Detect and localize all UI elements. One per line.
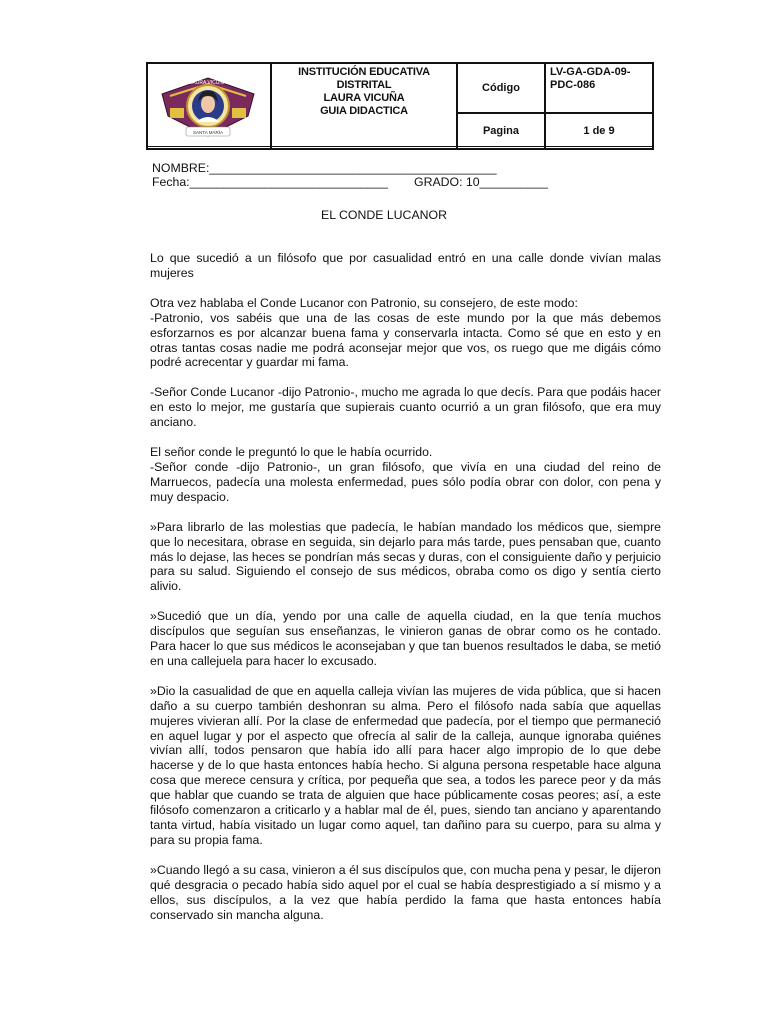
paragraph-7: »Dio la casualidad de que en aquella calleja vivían las mujeres de vida pública, que si hacen daño a su cuerpo también deshonran su alma. Pero el filósofo nada sabía que aquellas mujeres vivieran allí. Por la clase de enfermedad que padecía, por el tiempo que permaneció en aquel lugar y por el aspecto que ofrecía al salir de la calleja, aunque ignoraba quiénes vivían allí, todos pensaron que había ido allí para hacer algo impropio de lo que debe hacerse y de lo que hasta entonces había hecho. Si alguna persona respetable hace alguna cosa que merece censura y crítica, por pequeña que sea, a todos les parece peor y da más que hablar que cuando se trata de alguien que hace públicamente cosas peores; así, a este filósofo comenzaron a criticarlo y a hablar mal de él, pues, siendo tan anciano y aparentando tanta virtud, había visitado un lugar como aquel, tan dañino para su cuerpo, para su alma y para su propia fama. xyxy=(150,683,661,847)
paragraph-6: »Sucedió que un día, yendo por una calle de aquella ciudad, en la que tenía muchos discípulos que seguían sus enseñanzas, le vinieron ganas de obrar como os he contado. Para hacer lo que sus médicos le aconsejaban y que tan buenos resultados le daba, se metió en una callejuela para hacer lo excusado. xyxy=(150,609,661,668)
codigo-label: Código xyxy=(458,64,546,114)
document-title: EL CONDE LUCANOR xyxy=(321,208,447,222)
logo-cell xyxy=(148,64,272,148)
fecha-field: Fecha:_____________________________ xyxy=(152,175,388,189)
pagina-value: 1 de 9 xyxy=(583,125,615,137)
header-table xyxy=(146,62,654,150)
institution-line-3: LAURA VICUÑA xyxy=(323,92,405,104)
grado-field: GRADO: 10__________ xyxy=(414,175,548,189)
institution-line-4: GUIA DIDACTICA xyxy=(320,105,408,117)
codigo-value-line-1: LV-GA-GDA-09- xyxy=(550,66,631,78)
nombre-field: NOMBRE:__________________________________________ xyxy=(152,161,497,175)
pagina-label: Pagina xyxy=(458,114,546,148)
logo-text-bottom: SANTA MARÍA xyxy=(193,130,223,135)
paragraph-5: »Para librarlo de las molestias que padecía, le habían mandado los médicos que, siempre que lo necesitara, obrase en seguida, sin dejarlo para más tarde, pues pensaban que, cuanto más lo dejase, las heces se pondrían más secas y duras, con el consiguiente daño y perjuicio para su salud. Siguiendo el consejo de sus médicos, obraba como os digo y sentía cierto alivio. xyxy=(150,519,661,594)
codigo-value xyxy=(546,64,652,114)
codigo-value-line-2: PDC-086 xyxy=(550,79,596,91)
institution-title xyxy=(272,64,458,148)
paragraph-4: El señor conde le preguntó lo que le había ocurrido. -Señor conde -dijo Patronio-, un gran filósofo, que vivía en una ciudad del reino de Marruecos, padecía una molesta enfermedad, pues sólo podía obrar con dolor, con pena y muy despacio. xyxy=(150,445,661,504)
institution-line-2: DISTRITAL xyxy=(336,79,392,91)
institution-line-1: INSTITUCIÓN EDUCATIVA xyxy=(298,66,430,78)
paragraph-1: Lo que sucedió a un filósofo que por casualidad entró en una calle donde vivían malas mujeres xyxy=(150,251,661,280)
paragraph-2: Otra vez hablaba el Conde Lucanor con Patronio, su consejero, de este modo: -Patronio, vos sabéis que una de las cosas de este mundo por la que más debemos esforzarnos es por alcanzar buena fama y conservarla intacta. Como sé que en esto y en otras tantas cosas nadie me podrá aconsejar mejor que vos, os ruego que me digáis cómo podré acrecentar y guardar mi fama. xyxy=(150,295,661,370)
school-logo xyxy=(148,64,268,148)
header-bottom-rule xyxy=(146,146,654,147)
document-body xyxy=(150,251,661,937)
logo-text-top: LAURA VICUÑA xyxy=(189,80,227,86)
paragraph-3: -Señor Conde Lucanor -dijo Patronio-, mucho me agrada lo que decís. Para que podáis hacer en esto lo mejor, me gustaría que supierais cuanto ocurrió a un gran filósofo, que era muy anciano. xyxy=(150,385,661,430)
paragraph-8: »Cuando llegó a su casa, vinieron a él sus discípulos que, con mucha pena y pesar, le dijeron qué desgracia o pecado había sido aquel por el cual se había desprestigiado a sí mismo y a ellos, sus discípulos, a la vez que había perdido la fama que hasta entonces había conservado sin mancha alguna. xyxy=(150,862,661,922)
